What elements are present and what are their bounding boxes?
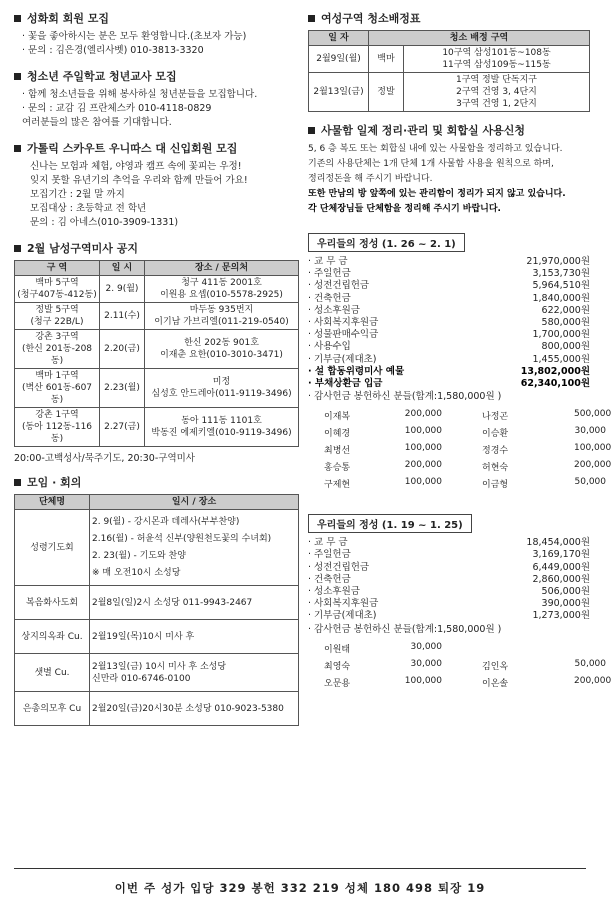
offering-label: · 주일헌금 bbox=[308, 549, 351, 561]
table-cell: (동아 112동-116동) bbox=[21, 422, 93, 444]
spacer bbox=[442, 443, 482, 456]
offering-label: · 성소후원금 bbox=[308, 304, 360, 316]
offering-amount: 62,340,100원 bbox=[520, 378, 590, 390]
donor-name: 최영숙 bbox=[324, 661, 351, 672]
notice-line: 기존의 사용단체는 1개 단체 1개 사물함 사용을 원칙으로 하며, bbox=[308, 159, 554, 169]
table-cell: 박동진 에제키엘(010-9119-3496) bbox=[151, 428, 292, 438]
cleaning-schedule bbox=[308, 10, 590, 112]
offering-amount: 2,860,000원 bbox=[532, 573, 590, 585]
offering-amount: 3,169,170원 bbox=[532, 549, 590, 561]
spacer bbox=[442, 409, 482, 422]
section-title: 2월 남성구역미사 공지 bbox=[27, 242, 138, 255]
table-cell: 2. 23(월) - 기도와 찬양 bbox=[92, 550, 186, 561]
donor-name: 이원태 bbox=[324, 644, 351, 655]
table-cell: 한신 202동 901호 bbox=[184, 338, 259, 348]
offerings-week1 bbox=[308, 227, 611, 491]
right-column bbox=[308, 10, 611, 689]
offering-amount: 13,802,000원 bbox=[520, 365, 590, 377]
section-title: 사물함 일제 정리·관리 및 회합실 사용신청 bbox=[321, 124, 525, 137]
offering-amount: 506,000원 bbox=[541, 586, 590, 598]
offering-row bbox=[308, 378, 590, 390]
notice-line: 정리정돈을 해 주시기 바랍니다. bbox=[308, 174, 433, 184]
table-cell: 이원용 요셉(010-5578-2925) bbox=[160, 290, 283, 300]
offerings-title: 우리들의 정성 (1. 26 ~ 2. 1) bbox=[308, 233, 465, 252]
offering-row bbox=[308, 574, 590, 586]
offering-label: · 성전건립헌금 bbox=[308, 561, 370, 573]
table-row bbox=[309, 46, 590, 73]
donor-name bbox=[482, 642, 574, 655]
square-bullet-icon bbox=[308, 127, 315, 134]
table-row bbox=[15, 369, 299, 408]
offering-row bbox=[308, 537, 590, 549]
donor-amount: 200,000 bbox=[574, 675, 611, 686]
square-bullet-icon bbox=[14, 245, 21, 252]
offering-row bbox=[308, 366, 590, 378]
donor-amount: 30,000 bbox=[410, 658, 442, 669]
table-cell: 2월9일(월) bbox=[309, 46, 369, 73]
spacer bbox=[442, 676, 482, 689]
notice-line: · 함께 청소년들을 위해 봉사하실 청년분들을 모집합니다. bbox=[22, 89, 258, 100]
offering-row bbox=[308, 317, 590, 329]
offering-row bbox=[308, 305, 590, 317]
offering-label: · 성소후원금 bbox=[308, 586, 360, 598]
table-cell: 강촌 1구역 bbox=[35, 410, 79, 420]
square-bullet-icon bbox=[14, 145, 21, 152]
table-row bbox=[15, 330, 299, 369]
offering-label: · 설 합동위령미사 예물 bbox=[308, 365, 405, 377]
table-header: 일시 / 장소 bbox=[90, 495, 299, 510]
offering-label: · 부채상환금 입금 bbox=[308, 378, 383, 390]
donor-name: 최병선 bbox=[324, 446, 351, 457]
offering-label: · 사회복지후원금 bbox=[308, 598, 379, 610]
notice-line: · 문의 : 교감 김 프란체스카 010-4118-0829 bbox=[22, 103, 212, 114]
table-cell: 상지의옥좌 Cu. bbox=[15, 620, 90, 654]
donor-amount: 200,000 bbox=[404, 409, 442, 420]
table-header: 구 역 bbox=[15, 261, 100, 276]
donor-name: 이온솔 bbox=[482, 678, 509, 689]
spacer bbox=[442, 642, 482, 655]
notice-line: 잊지 못할 유년기의 추억을 우리와 함께 만들어 가요! bbox=[30, 175, 248, 186]
meetings-table bbox=[14, 494, 299, 726]
table-cell: 동아 111동 1101호 bbox=[181, 416, 262, 426]
table-cell: 2.16(월) - 허윤석 신부(양원천도꽃의 수녀회) bbox=[92, 533, 272, 544]
table-header: 일 시 bbox=[100, 261, 145, 276]
table-cell: 강촌 3구역 bbox=[35, 332, 79, 342]
table-header: 청소 배정 구역 bbox=[369, 31, 590, 46]
donor-name: 이재복 bbox=[324, 412, 351, 423]
notice-line: 모집기간 : 2월 말 까지 bbox=[30, 189, 125, 200]
donor-amount: 200,000 bbox=[574, 460, 611, 471]
offering-label: · 사회복지후원금 bbox=[308, 317, 379, 329]
offering-row bbox=[308, 341, 590, 353]
table-cell: (벽산 601동-607동) bbox=[21, 383, 93, 405]
offering-label: · 기부금(제대초) bbox=[308, 353, 377, 365]
offering-label: · 교 무 금 bbox=[308, 256, 348, 267]
notice-line-bold: 각 단체장님들 단체함을 정리해 주시기 바랍니다. bbox=[308, 204, 501, 214]
notice-line: 신나는 모험과 체험, 야영과 캠프 속에 꽃피는 우정! bbox=[30, 161, 242, 172]
table-cell: (청구 22B/L) bbox=[30, 317, 84, 327]
table-cell: 2월13일(금) 10시 미사 후 소성당 bbox=[92, 661, 227, 672]
offering-row bbox=[308, 256, 590, 268]
donor-amount: 30,000 bbox=[410, 641, 442, 652]
donor-amount: 100,000 bbox=[404, 477, 442, 488]
offering-label: · 성전건립헌금 bbox=[308, 280, 370, 292]
left-column bbox=[14, 10, 299, 736]
offering-row bbox=[308, 354, 590, 366]
mens-mass-notice bbox=[14, 240, 299, 464]
offering-row bbox=[308, 280, 590, 292]
donor-amount: 200,000 bbox=[404, 460, 442, 471]
offering-label: · 주일헌금 bbox=[308, 268, 351, 280]
table-cell: 2월19일(목)10시 미사 후 bbox=[92, 631, 195, 642]
table-cell: 정발 5구역 bbox=[35, 305, 79, 315]
table-cell: 2월20일(금)20시30분 소성당 010-9023-5380 bbox=[92, 703, 284, 714]
notice-line: 여러분들의 많은 참여를 기대합니다. bbox=[22, 117, 172, 128]
offering-label: · 교 무 금 bbox=[308, 537, 348, 549]
donor-name: 정경수 bbox=[482, 446, 509, 457]
section-title: 모임 · 회의 bbox=[27, 476, 82, 489]
mass-note: 20:00-고백성사/묵주기도, 20:30-구역미사 bbox=[14, 453, 195, 464]
table-cell: 신만라 010-6746-0100 bbox=[92, 673, 191, 684]
donor-name: 오문용 bbox=[324, 678, 351, 689]
table-cell: 청구 411동 2001호 bbox=[181, 278, 262, 288]
donor-name: 나정곤 bbox=[482, 412, 509, 423]
section-title: 가톨릭 스카우트 우니따스 대 신입회원 모집 bbox=[27, 142, 238, 155]
offerings-week2 bbox=[308, 508, 611, 689]
offering-label: · 사용수입 bbox=[308, 341, 351, 353]
notice-scout bbox=[14, 140, 299, 230]
table-cell: 2월8일(일)2시 소성당 011-9943-2467 bbox=[92, 597, 253, 608]
table-header: 일 자 bbox=[309, 31, 369, 46]
offering-label: · 건축헌금 bbox=[308, 292, 351, 304]
offering-amount: 580,000원 bbox=[541, 317, 590, 329]
offering-amount: 3,153,730원 bbox=[532, 268, 590, 280]
offering-amount: 18,454,000원 bbox=[526, 537, 590, 549]
offering-amount: 622,000원 bbox=[541, 304, 590, 316]
table-cell: 11구역 삼성109동~115동 bbox=[442, 60, 551, 70]
table-cell: (한신 201동-208동) bbox=[21, 344, 93, 366]
notice-youth-teachers bbox=[14, 68, 299, 130]
offering-amount: 6,449,000원 bbox=[532, 561, 590, 573]
table-cell: 백마 bbox=[369, 46, 404, 73]
offering-amount: 800,000원 bbox=[541, 341, 590, 353]
notice-flower-club bbox=[14, 10, 299, 58]
donor-amount: 100,000 bbox=[404, 675, 442, 686]
square-bullet-icon bbox=[14, 479, 21, 486]
offering-amount: 5,964,510원 bbox=[532, 280, 590, 292]
locker-notice bbox=[308, 122, 590, 217]
table-row bbox=[15, 620, 299, 654]
table-cell: 미정 bbox=[212, 377, 231, 387]
table-cell: 복음화사도회 bbox=[15, 586, 90, 620]
offering-amount: 1,273,000원 bbox=[532, 610, 590, 622]
table-row bbox=[15, 510, 299, 586]
spacer bbox=[442, 477, 482, 490]
offering-amount: 1,455,000원 bbox=[532, 353, 590, 365]
spacer bbox=[442, 426, 482, 439]
notice-line: · 꽃을 좋아하시는 분은 모두 환영합니다.(초보자 가능) bbox=[22, 31, 247, 42]
donor-amount: 100,000 bbox=[404, 443, 442, 454]
offering-row bbox=[308, 610, 590, 622]
offering-row bbox=[308, 329, 590, 341]
table-row bbox=[15, 408, 299, 447]
table-cell: 2.11(수) bbox=[100, 303, 145, 330]
table-cell: 이재춘 요한(010-3010-3471) bbox=[160, 350, 283, 360]
donor-amount: 100,000 bbox=[404, 426, 442, 437]
table-cell: 3구역 건영 1, 2단지 bbox=[456, 99, 537, 109]
notice-line: 5, 6 층 복도 또는 회합실 내에 있는 사물함을 정리하고 있습니다. bbox=[308, 144, 563, 154]
donor-amount: 500,000 bbox=[574, 409, 611, 420]
table-cell: 2.27(금) bbox=[100, 408, 145, 447]
offering-row bbox=[308, 268, 590, 280]
donor-name: 이금형 bbox=[482, 480, 509, 491]
section-title: 청소년 주일학교 청년교사 모집 bbox=[27, 70, 177, 83]
donor-amount: 100,000 bbox=[574, 443, 611, 454]
meetings-section bbox=[14, 474, 299, 726]
offering-row bbox=[308, 562, 590, 574]
table-row bbox=[15, 654, 299, 692]
offering-row bbox=[308, 586, 590, 598]
table-header: 장소 / 문의처 bbox=[145, 261, 299, 276]
mens-mass-table bbox=[14, 260, 299, 447]
table-cell: 2. 9(월) - 강시몬과 데레사(부부찬양) bbox=[92, 516, 240, 527]
donor-name: 이혜경 bbox=[324, 429, 351, 440]
notice-line-bold: 또한 만남의 방 앞쪽에 있는 관리함이 정리가 되지 않고 있습니다. bbox=[308, 189, 566, 199]
table-header: 단체명 bbox=[15, 495, 90, 510]
donor-amount: 50,000 bbox=[574, 658, 606, 669]
table-cell: 2월13일(금) bbox=[309, 73, 369, 112]
notice-line: 문의 : 김 아네스(010-3909-1331) bbox=[30, 217, 179, 228]
table-cell: ※ 매 오전10시 소성당 bbox=[92, 567, 181, 578]
offering-amount: 1,840,000원 bbox=[532, 292, 590, 304]
thanks-line: · 감사헌금 봉헌하신 분들(합계:1,580,000원 ) bbox=[308, 391, 502, 403]
donor-name: 김인옥 bbox=[482, 661, 509, 672]
spacer bbox=[442, 659, 482, 672]
offerings-title: 우리들의 정성 (1. 19 ~ 1. 25) bbox=[308, 514, 472, 533]
offering-amount: 390,000원 bbox=[541, 598, 590, 610]
table-cell: 1구역 정발 단독지구 bbox=[455, 75, 537, 85]
offering-label: · 기부금(제대초) bbox=[308, 610, 377, 622]
square-bullet-icon bbox=[308, 15, 315, 22]
donor-name: 구제현 bbox=[324, 480, 351, 491]
table-cell: 10구역 삼성101동~108동 bbox=[442, 48, 551, 58]
notice-line: 모집대상 : 초등학교 전 학년 bbox=[30, 203, 147, 214]
square-bullet-icon bbox=[14, 15, 21, 22]
spacer bbox=[442, 460, 482, 473]
table-cell: 성령기도회 bbox=[15, 510, 90, 586]
table-cell: 2구역 건영 3, 4단지 bbox=[456, 87, 537, 97]
table-cell: 백마 1구역 bbox=[35, 371, 79, 381]
offering-label: · 성물판매수익금 bbox=[308, 329, 379, 341]
table-row bbox=[15, 303, 299, 330]
donor-name: 이승환 bbox=[482, 429, 509, 440]
notice-line: · 문의 : 김은경(엘리사벳) 010-3813-3320 bbox=[22, 45, 204, 56]
square-bullet-icon bbox=[14, 73, 21, 80]
table-cell: 은총의모후 Cu bbox=[15, 692, 90, 726]
section-title: 여성구역 청소배정표 bbox=[321, 12, 421, 25]
table-cell: 샛별 Cu. bbox=[15, 654, 90, 692]
footer-divider bbox=[14, 868, 586, 869]
cleaning-table bbox=[308, 30, 590, 112]
table-cell: 심성호 안드레아(011-9119-3496) bbox=[151, 389, 292, 399]
table-cell: 백마 5구역 bbox=[35, 278, 79, 288]
donor-name: 허현숙 bbox=[482, 463, 509, 474]
table-cell: 이기남 가브리엘(011-219-0540) bbox=[154, 317, 289, 327]
section-title: 성화회 회원 모집 bbox=[27, 12, 110, 25]
offering-row bbox=[308, 293, 590, 305]
table-row bbox=[15, 586, 299, 620]
table-row bbox=[15, 692, 299, 726]
table-cell: 2. 9(월) bbox=[100, 276, 145, 303]
offering-amount: 1,700,000원 bbox=[532, 329, 590, 341]
donor-name: 홍승통 bbox=[324, 463, 351, 474]
offering-amount: 21,970,000원 bbox=[526, 256, 590, 267]
donor-amount: 30,000 bbox=[574, 426, 606, 437]
table-cell: 마두동 935번지 bbox=[189, 305, 254, 315]
thanks-line: · 감사헌금 봉헌하신 분들(합계:1,580,000원 ) bbox=[308, 623, 502, 635]
donor-amount: 50,000 bbox=[574, 477, 606, 488]
table-cell: 정발 bbox=[369, 73, 404, 112]
offering-row bbox=[308, 549, 590, 561]
donor-amount bbox=[574, 642, 606, 655]
hymn-footer: 이번 주 성가 입당 329 봉헌 332 219 성체 180 498 퇴장 19 bbox=[114, 881, 486, 895]
table-cell: (청구407동-412동) bbox=[17, 290, 97, 300]
offering-row bbox=[308, 598, 590, 610]
table-row bbox=[309, 73, 590, 112]
table-cell: 2.20(금) bbox=[100, 330, 145, 369]
table-cell: 2.23(월) bbox=[100, 369, 145, 408]
offering-label: · 건축헌금 bbox=[308, 573, 351, 585]
table-row bbox=[15, 276, 299, 303]
